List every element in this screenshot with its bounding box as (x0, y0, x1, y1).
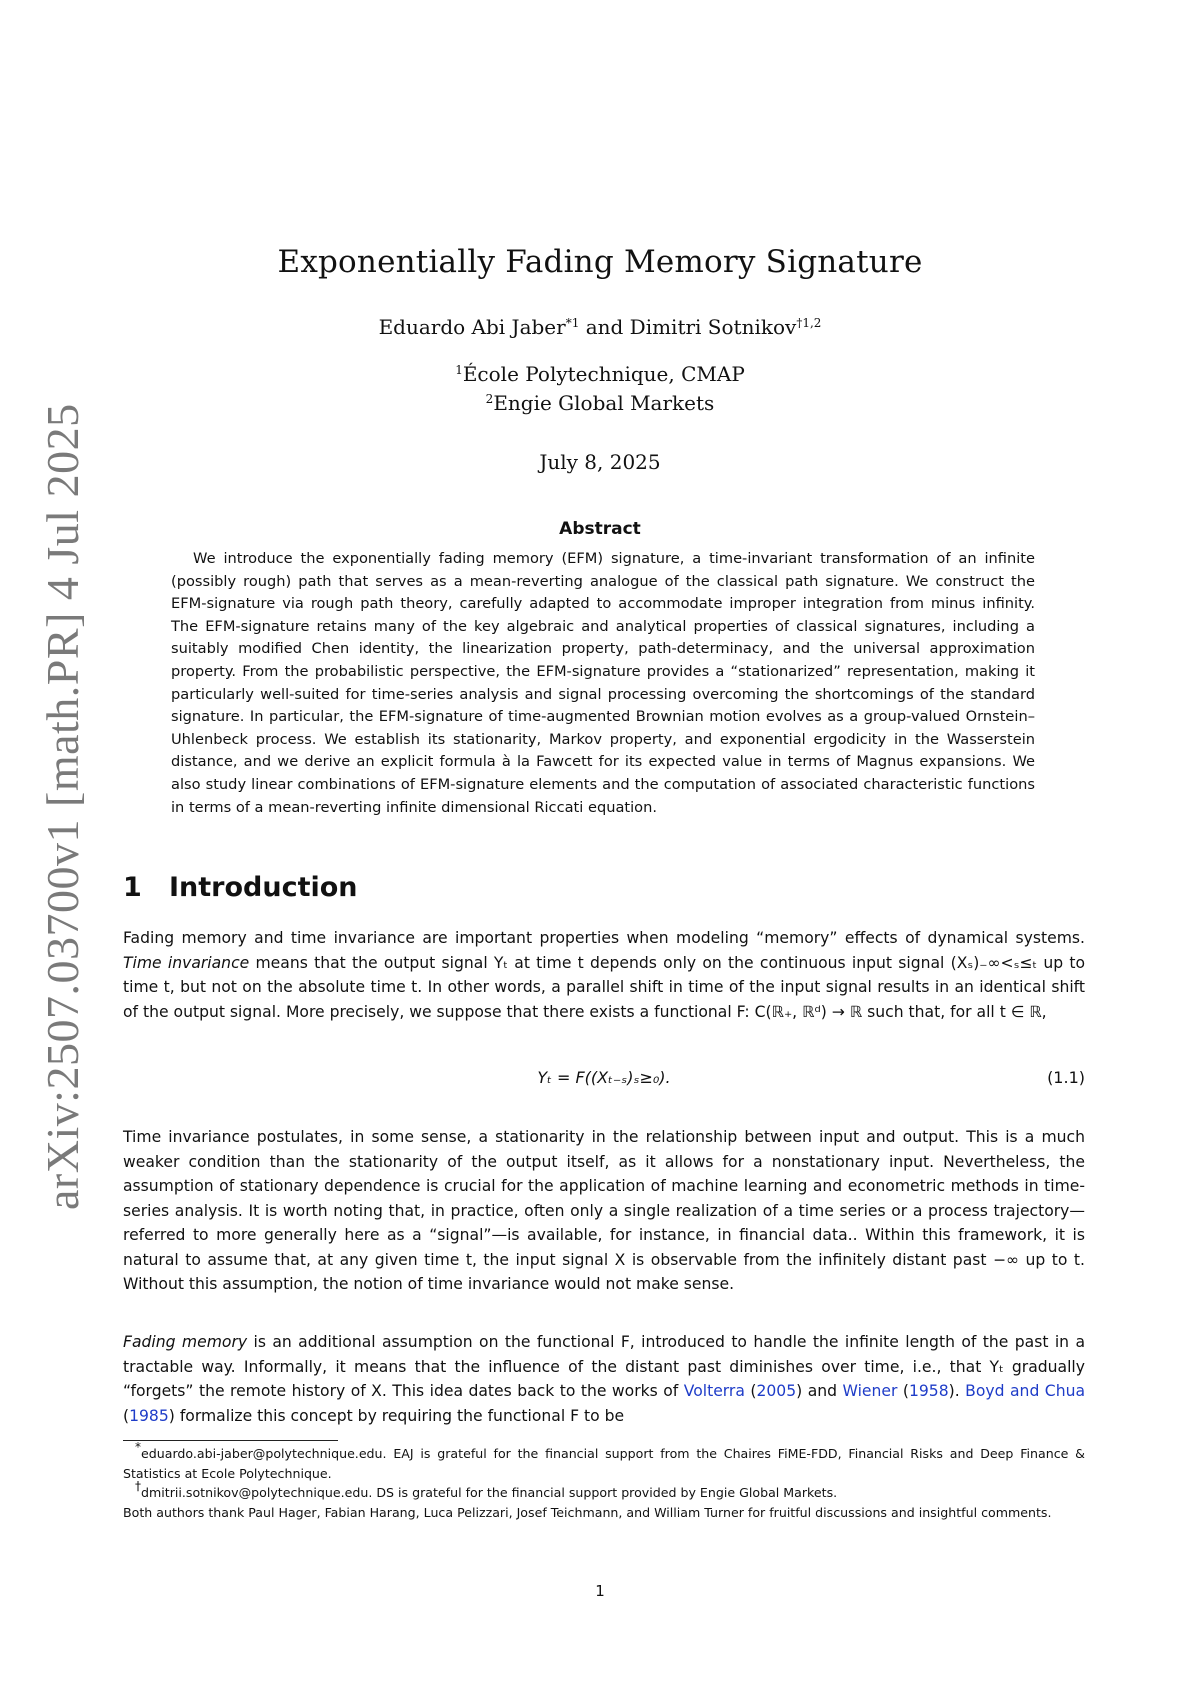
paragraph-text: ( (123, 1406, 130, 1425)
section-heading (123, 872, 358, 903)
paragraph-text: ( (744, 1382, 757, 1400)
affiliation-name: Engie Global Markets (493, 391, 715, 415)
footnotes (123, 1440, 1085, 1522)
emphasized-term: Fading memory (123, 1333, 248, 1351)
paragraph-text: ( (897, 1382, 909, 1400)
publication-date: July 8, 2025 (539, 450, 661, 474)
affiliation-mark: 1 (455, 363, 463, 377)
paragraph-text: ). (948, 1382, 966, 1400)
section-number: 1 (123, 872, 142, 903)
body-paragraph: Time invariance postulates, in some sense, a stationarity in the relationship between input and output. This is a much weaker condition than the stationarity of the output itself, as it allows for a nonstationary input. Nevertheless, the assumption of stationary dependence is crucial for the application of machine learning and econometric methods in time-series analysis. It is worth noting that, in practice, often only a single realization of a time series or a process trajectory—referred to more generally here as a “signal”—is available, for instance, in financial data.. Within this framework, it is natural to assume that, at any given time t, the input signal X is observable from the infinitely distant past −∞ up to t. Without this assumption, the notion of time invariance would not make sense. (123, 1128, 1085, 1293)
author-name: Dimitri Sotnikov (629, 315, 797, 339)
footnote-mark: † (135, 1479, 141, 1493)
author-name: Eduardo Abi Jaber (378, 315, 566, 339)
footnote-mark: * (135, 1440, 141, 1454)
paragraph-text: is an additional assumption on the functional F, introduced to handle the infinite length of the past in a tractable way. Informally, it means that the influence of the distant past diminishes over time, i.e., that Yₜ gradually “forgets” the remote history of X. This idea dates back to the works of (123, 1333, 1086, 1400)
emphasized-term: Time invariance (123, 953, 250, 972)
section-title: Introduction (169, 872, 358, 903)
citation-year-link[interactable]: 1985 (129, 1406, 169, 1425)
footnote-divider (123, 1440, 338, 1441)
footnote-text: eduardo.abi-jaber@polytechnique.edu. EAJ is grateful for the financial support from the Chaires FiME-FDD, Financial Risks and Deep Finance & Statistics at Ecole Polytechnique. (123, 1446, 1085, 1481)
author-line (0, 315, 1200, 339)
paper-title: Exponentially Fading Memory Signature (277, 244, 923, 280)
equation-number: (1.1) (1047, 1068, 1085, 1087)
acknowledgement: Both authors thank Paul Hager, Fabian Harang, Luca Pelizzari, Josef Teichmann, and William Turner for fruitful discussions and insightful comments. (123, 1504, 1052, 1520)
citation-year-link[interactable]: 1958 (908, 1382, 949, 1400)
footnote (123, 1479, 1085, 1503)
body-paragraph (123, 1330, 1085, 1428)
affiliation-name: École Polytechnique, CMAP (462, 362, 745, 386)
abstract-heading: Abstract (559, 519, 641, 539)
footnote-text: dmitrii.sotnikov@polytechnique.edu. DS is grateful for the financial support provided by Engie Global Markets. (141, 1485, 838, 1500)
author-conjunction: and (585, 315, 624, 339)
citation-link[interactable]: Boyd and Chua (965, 1382, 1086, 1400)
citation-link[interactable]: Volterra (683, 1382, 745, 1400)
author-affiliation-mark: †1,2 (796, 316, 822, 330)
page-number: 1 (595, 1582, 605, 1600)
arxiv-identifier: arXiv:2507.03700v1 [math.PR] 4 Jul 2025 (37, 403, 88, 1210)
author-affiliation-mark: *1 (565, 316, 580, 330)
paragraph-text: ) formalize this concept by requiring the functional F to be (168, 1406, 625, 1425)
display-equation (123, 1068, 1085, 1096)
affiliation (0, 362, 1200, 386)
paragraph-text: ) and (796, 1382, 843, 1400)
affiliation (0, 391, 1200, 415)
body-paragraph (123, 926, 1085, 1024)
abstract-text: We introduce the exponentially fading memory (EFM) signature, a time-invariant transformation of an infinite (possibly rough) path that serves as a mean-reverting analogue of the classical path signature. We construct the EFM-signature via rough path theory, carefully adapted to accommodate improper integration from minus infinity. The EFM-signature retains many of the key algebraic and analytical properties of classical signatures, including a suitably modified Chen identity, the linearization property, path-determinacy, and the universal approximation property. From the probabilistic perspective, the EFM-signature provides a “stationarized” representation, making it particularly well-suited for time-series analysis and signal processing overcoming the shortcomings of the standard signature. In particular, the EFM-signature of time-augmented Brownian motion evolves as a group-valued Ornstein–Uhlenbeck process. We establish its stationarity, Markov property, and exponential ergodicity in the Wasserstein distance, and we derive an explicit formula à la Fawcett for its expected value in terms of Magnus expansions. We also study linear combinations of EFM-signature elements and the computation of associated characteristic functions in terms of a mean-reverting infinite dimensional Riccati equation. (171, 550, 1035, 816)
citation-link[interactable]: Wiener (842, 1382, 898, 1400)
footnote (123, 1440, 1085, 1483)
affiliation-mark: 2 (485, 392, 494, 406)
equation-body: Yₜ = F((Xₜ₋ₛ)ₛ≥₀). (537, 1068, 671, 1087)
paragraph-text: means that the output signal Yₜ at time t depends only on the continuous input signal (Xₛ)₋∞<ₛ≤ₜ up to time t, but not on the absolute time t. In other words, a parallel shift in time of the input signal results in an identical shift of the output signal. More precisely, we suppose that there exists a functional F: C(ℝ₊, ℝᵈ) → ℝ such that, for all t ∈ ℝ, (123, 953, 1085, 1021)
citation-year-link[interactable]: 2005 (756, 1382, 797, 1400)
paragraph-text: Fading memory and time invariance are important properties when modeling “memory” effects of dynamical systems. (123, 929, 1085, 947)
